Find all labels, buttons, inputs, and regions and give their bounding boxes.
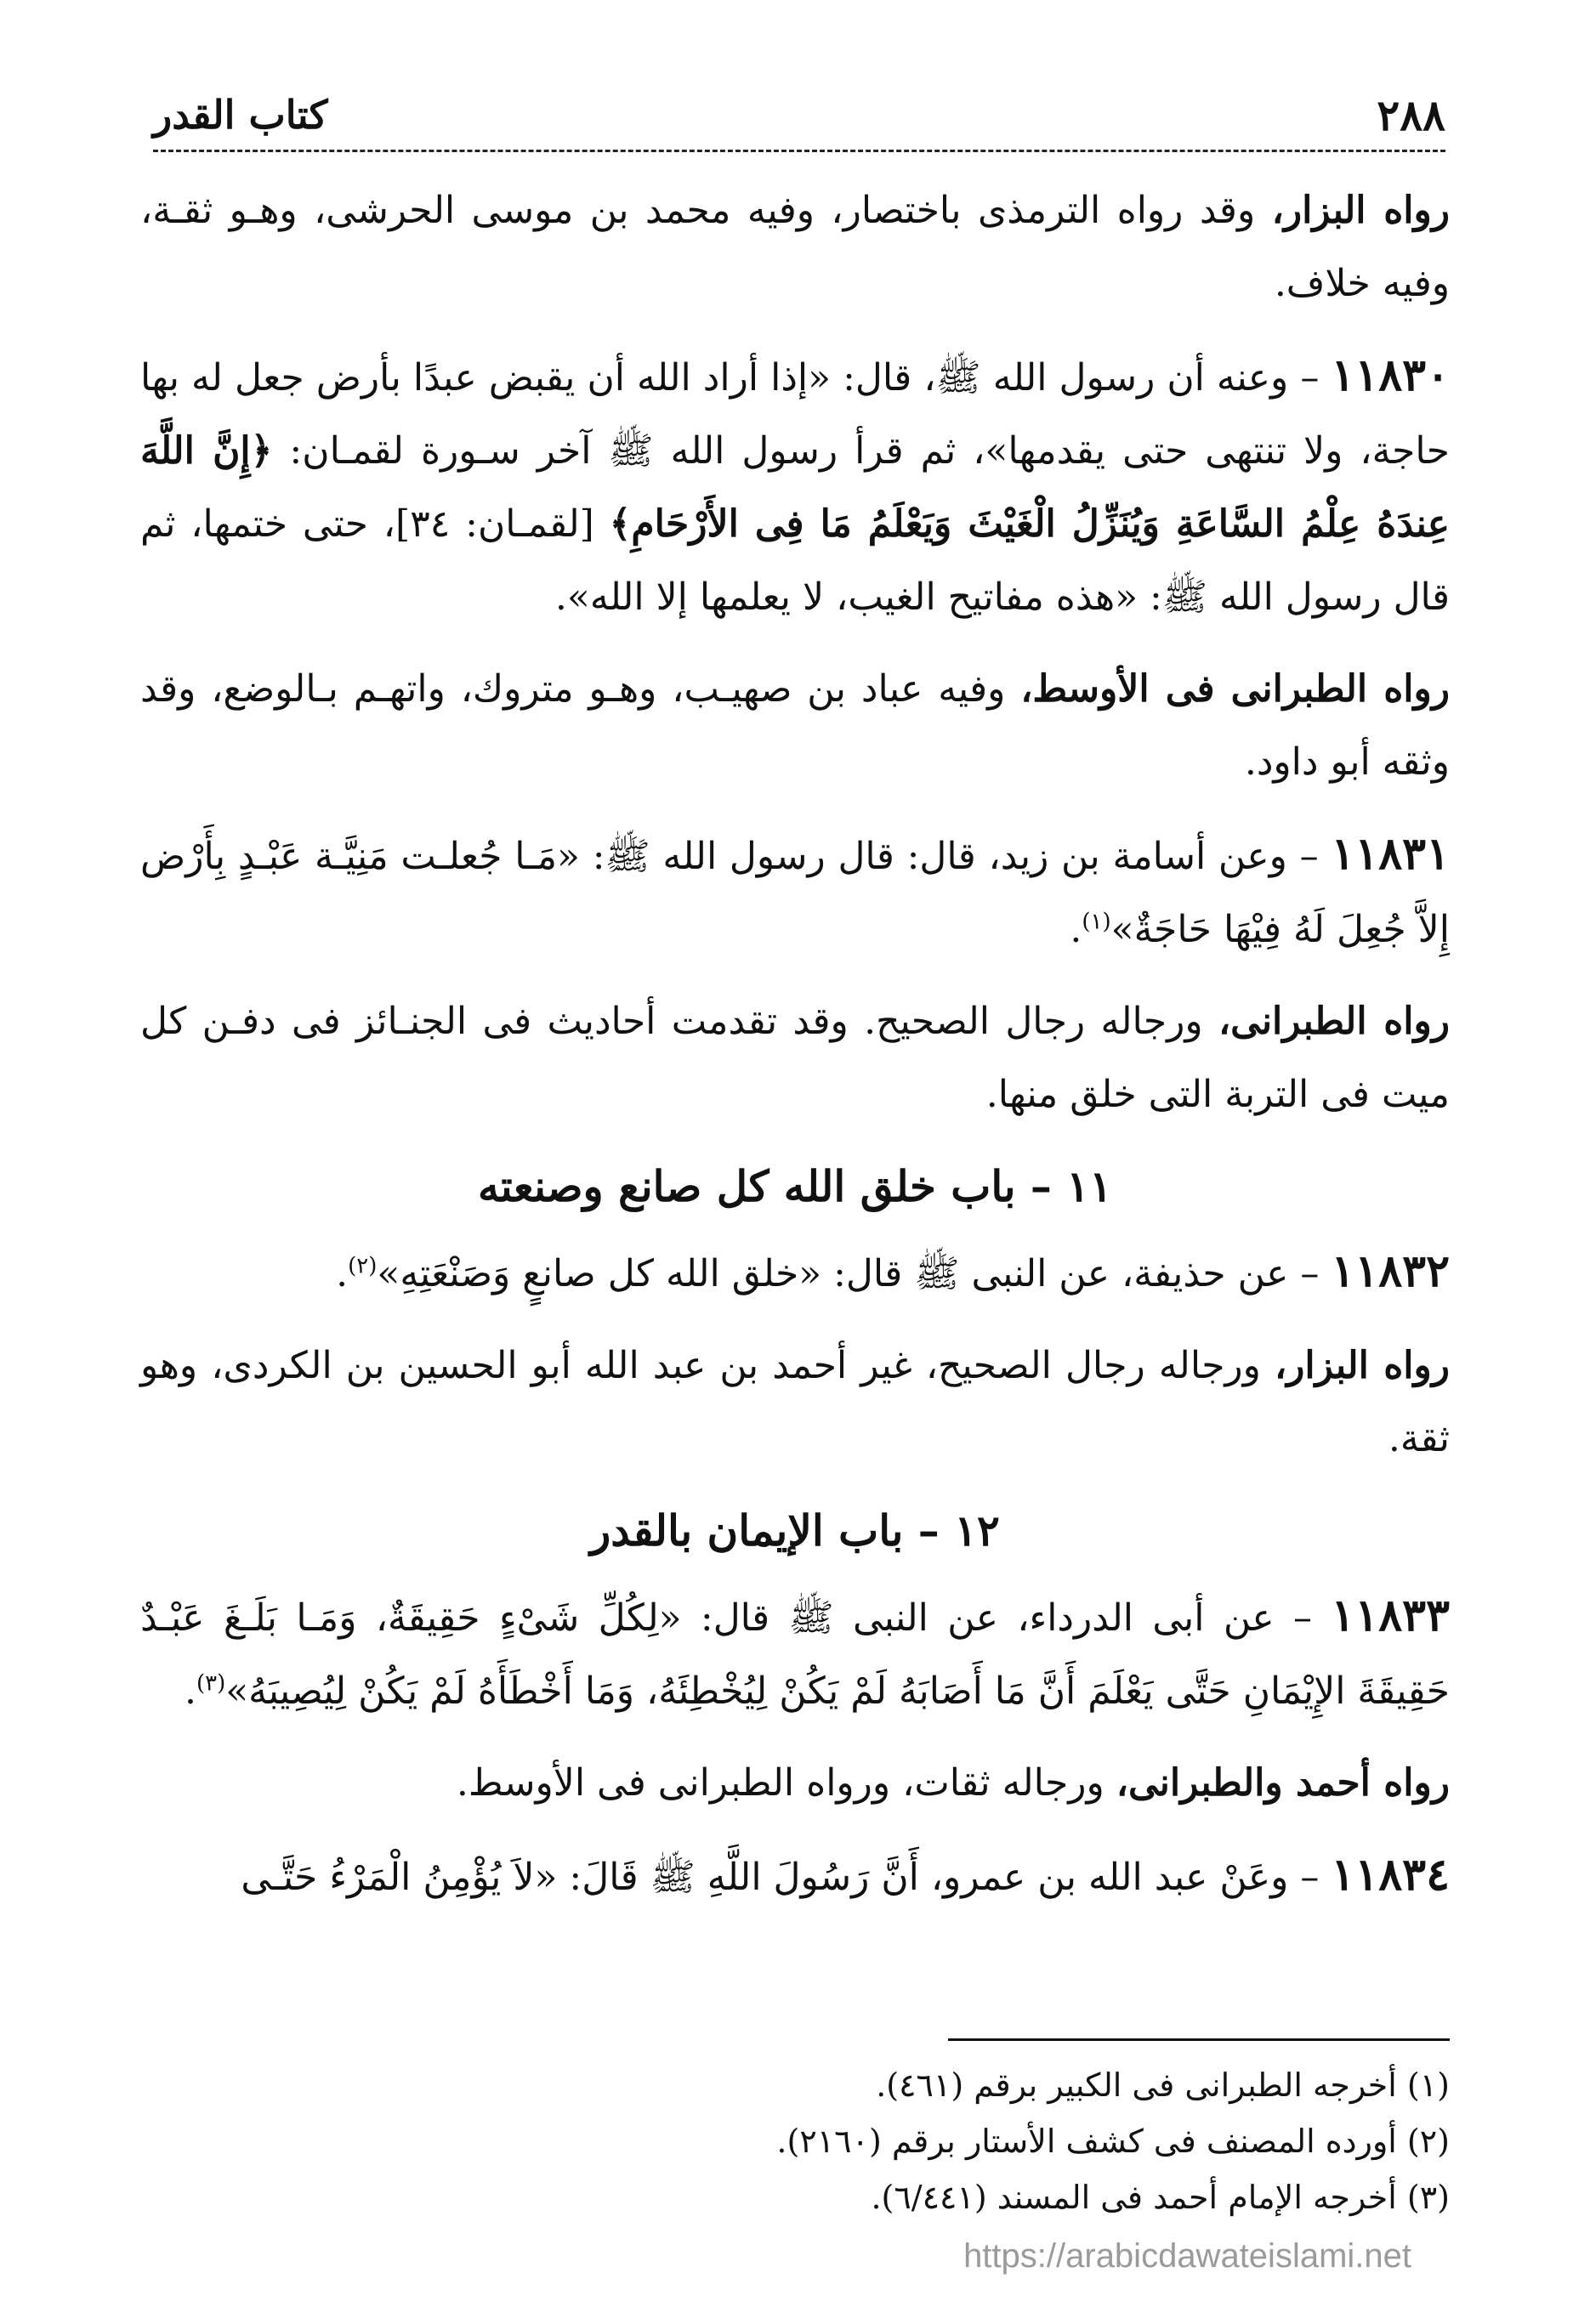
hadith-number: ١١٨٣٣ [1331,1590,1450,1641]
narration-source: رواه الطبرانى فى الأوسط، [1020,667,1451,711]
footnote-reference[interactable]: (٣) [196,1670,226,1697]
narration-source: رواه البزار، [1271,189,1450,232]
hadith-number: ١١٨٣١ [1331,828,1450,880]
hadith-text: – وعَنْ عبد الله بن عمرو، أَنَّ رَسُولَ اللَّهِ ﷺ قَالَ: «لاَ يُؤْمِنُ الْمَرْءُ حَتَّـى [241,1856,1332,1899]
hadith-text: – عن أبى الدرداء، عن النبى ﷺ قال: «لِكُلِّ شَىْءٍ حَقِيقَةٌ، وَمَـا بَلَـغَ عَبْـدٌ حَقِيقَةَ الإِيْمَانِ حَتَّى يَعْلَمَ أَنَّ مَا أَصَابَهُ لَمْ يَكُنْ لِيُخْطِئَهُ، وَمَا أَخْطَأَهُ لَمْ يَكُنْ لِيُصِيبَهُ» [140,1596,1450,1713]
hadith-11833 [140,1579,1450,1728]
watermark-url[interactable]: https://arabicdawateislami.net [963,2237,1411,2275]
footnote-divider [948,2038,1450,2041]
footnote-reference[interactable]: (٢) [348,1253,378,1279]
paragraph-text: ورجاله رجال الصحيح، غير أحمد بن عبد الله أبو الحسين بن الكردى، وهو ثقة. [140,1344,1450,1460]
paragraph [140,985,1450,1131]
chapter-heading-12: ١٢ – باب الإيمان بالقدر [590,1505,1000,1556]
paragraph-text: وفيه عباد بن صهيـب، وهـو متروك، واتهـم بـالوضع، وقد وثقه أبو داود. [140,667,1450,784]
running-head [153,85,1445,152]
quran-verse: ﴿إِنَّ اللَّهَ عِندَهُ عِلْمُ السَّاعَةِ وَيُنَزِّلُ الْغَيْثَ وَيَعْلَمُ مَا فِى الأَرْحَامِ﴾ [140,429,1450,546]
footnotes [140,2057,1450,2225]
paragraph-text: وقد رواه الترمذى باختصار، وفيه محمد بن موسى الحرشى، وهـو ثقـة، وفيه خلاف. [140,189,1450,305]
footnote-reference[interactable]: (١) [1082,909,1111,935]
punctuation: . [184,1669,196,1713]
hadith-11832 [140,1235,1450,1311]
hadith-number: ١١٨٣٤ [1331,1849,1450,1901]
punctuation: . [1070,908,1082,951]
footnote-2: (٢) أورده المصنف فى كشف الأستار برقم (٢١٦٠). [776,2123,1450,2160]
footnote-1: (١) أخرجه الطبرانى فى الكبير برقم (٤٦١). [876,2066,1450,2104]
chapter-heading-11: ١١ – باب خلق الله كل صانع وصنعته [477,1161,1113,1211]
book-title: كتاب القدر [153,92,328,138]
narration-source: رواه البزار، [1274,1344,1451,1387]
narration-source: رواه الطبرانى، [1218,1000,1451,1043]
paragraph [140,1329,1450,1476]
hadith-text-tail: [لقمـان: ٣٤]، حتى ختمها، ثم قال رسول الله ﷺ: «هذه مفاتيح الغيب، لا يعلمها إلا الله». [140,502,1450,619]
hadith-11831 [140,818,1450,966]
main-text [140,174,1450,1933]
paragraph [140,1747,1450,1820]
hadith-number: ١١٨٣٠ [1331,349,1450,401]
hadith-11830 [140,339,1450,634]
hadith-text: – وعنه أن رسول الله ﷺ، قال: «إذا أراد الله أن يقبض عبدًا بأرض جعل له بها حاجة، ولا تنتهى حتى يقدمها»، ثم قرأ رسول الله ﷺ آخر سـورة لقمـان: [140,356,1450,473]
punctuation: . [336,1252,349,1295]
hadith-11834 [140,1839,1450,1914]
paragraph [140,174,1450,320]
hadith-number: ١١٨٣٢ [1331,1245,1450,1297]
paragraph-text: ورجاله رجال الصحيح. وقد تقدمت أحاديث فى الجنـائز فى دفـن كل ميت فى التربة التى خلق منها. [140,1000,1450,1116]
hadith-text: – عن حذيفة، عن النبى ﷺ قال: «خلق الله كل صانعٍ وَصَنْعَتِهِ» [377,1252,1332,1295]
hadith-text: – وعن أسامة بن زيد، قال: قال رسول الله ﷺ: «مَـا جُعلـت مَنِيَّـة عَبْـدٍ بِأَرْض إِلاَّ جُعِلَ لَهُ فِيْهَا حَاجَةٌ» [140,835,1450,951]
narration-source: رواه أحمد والطبرانى، [1116,1761,1450,1805]
footnote-3: (٣) أخرجه الإمام أحمد فى المسند (٦/٤٤١). [871,2179,1450,2216]
paragraph [140,653,1450,799]
paragraph-text: ورجاله ثقات، ورواه الطبرانى فى الأوسط. [456,1761,1116,1805]
page-number: ٢٨٨ [1377,89,1445,140]
